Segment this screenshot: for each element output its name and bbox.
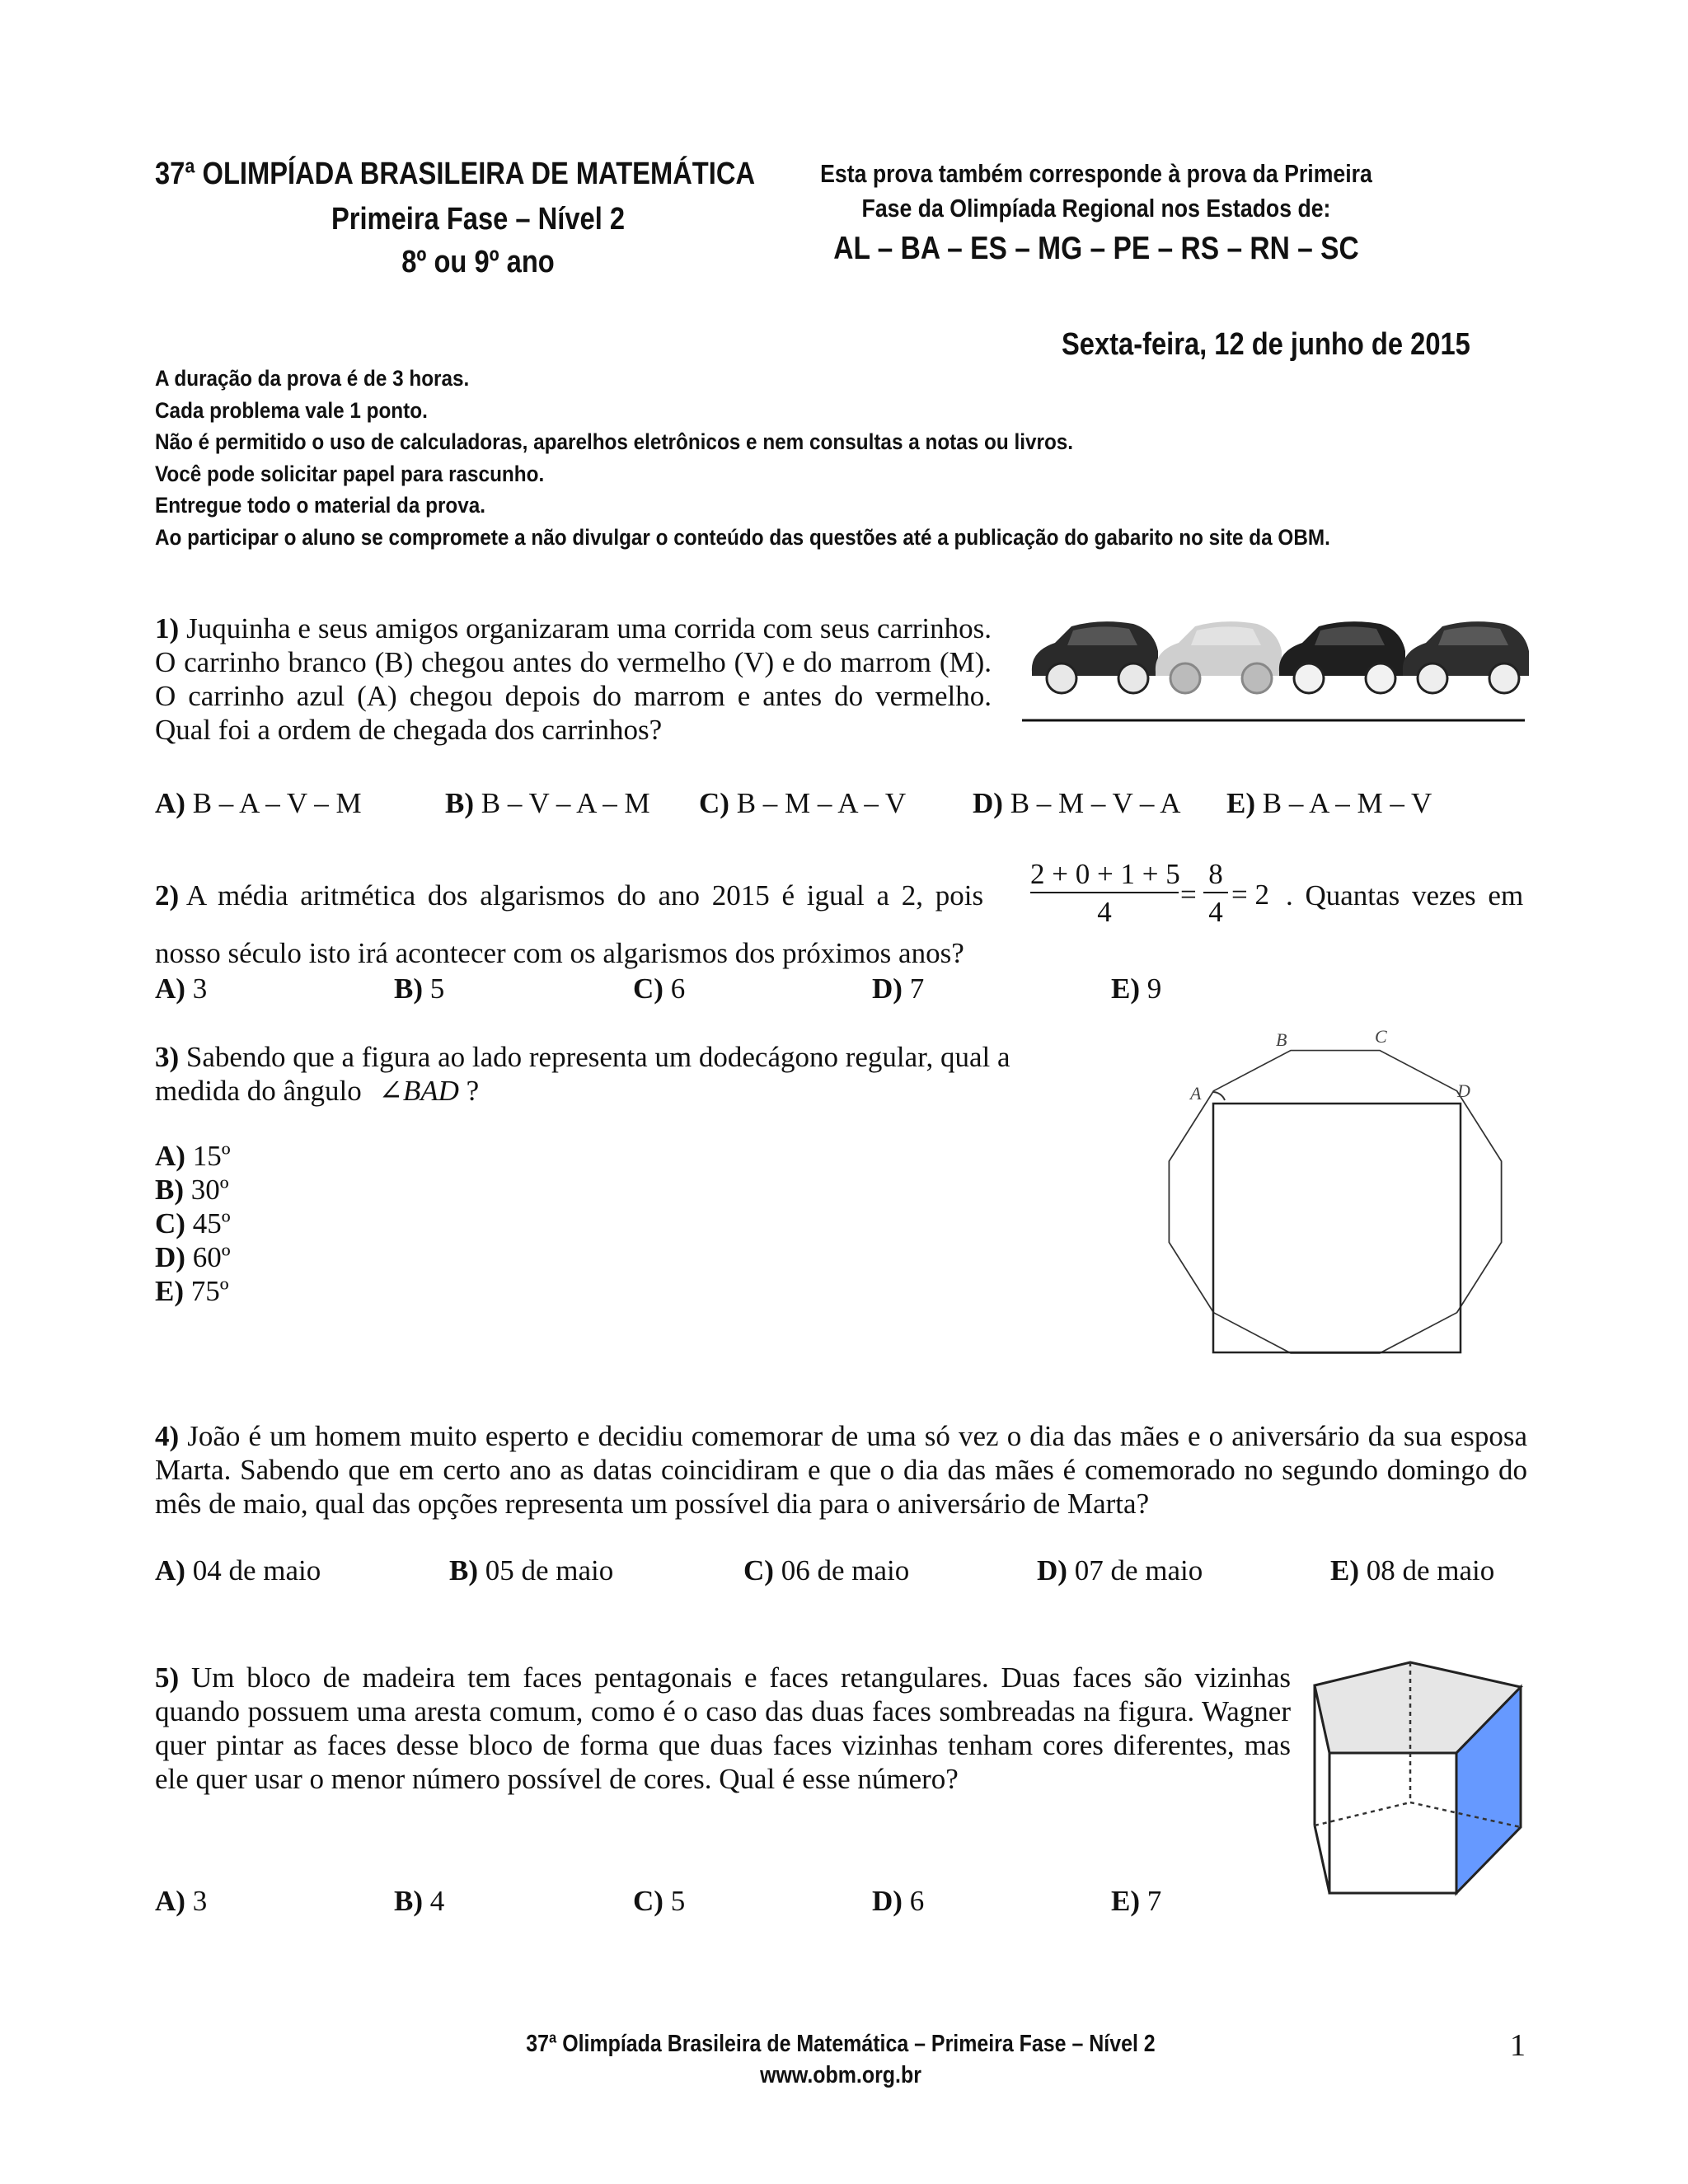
vertex-label-a: A [1190,1083,1202,1104]
car-icon [1279,621,1405,693]
option-e: E) 75º [155,1275,229,1307]
question-number: 3) [155,1041,180,1073]
footer-title: 37ª Olimpíada Brasileira de Matemática – Primeira Fase – Nível 2 [526,2031,1156,2057]
option-c: C) B – M – A – V [699,787,907,819]
car-icon [1032,621,1158,693]
option-b: B) 30º [155,1174,229,1206]
option-d: D) 7 [872,972,925,1005]
option-b: B) 5 [394,972,445,1005]
option-d: D) B – M – V – A [973,787,1181,819]
angle-arc [1213,1092,1225,1100]
question-2-line1 [155,879,1029,912]
dodecagon-figure [1154,1026,1517,1389]
question-text: Um bloco de madeira tem faces pentagonais e faces retangulares. Duas faces são vizinhas quando possuem uma aresta comum, como é o caso das duas faces sombreadas na figura. Wagner quer pintar as faces desse bloco de forma que duas faces vizinhas tenham cores diferentes, mas ele quer usar o menor número possível de cores. Qual é esse número? [155,1661,1292,1795]
regional-note-line2: Fase da Olimpíada Regional nos Estados de: [861,194,1331,223]
exam-grade: 8º ou 9º ano [401,245,555,279]
footer-url: www.obm.org.br [760,2062,921,2088]
question-text: Sabendo que a figura ao lado representa um dodecágono regular, qual a [185,1041,1010,1073]
question-text: João é um homem muito esperto e decidiu comemorar de uma só vez o dia das mães e o aniversário da sua esposa Marta. Sabendo que em certo ano as datas coincidiram e que o dia das mães é comemorado no segundo domingo do mês de maio, qual das opções representa um possível dia para o aniversário de Marta? [155,1420,1527,1520]
option-e: E) 9 [1111,972,1162,1005]
question-text: A média aritmética dos algarismos do ano 2015 é igual a 2, pois [185,879,984,912]
option-c: C) 45º [155,1207,231,1240]
option-b: B) B – V – A – M [445,787,650,819]
car-icon [1156,621,1282,693]
vertex-label-d: D [1457,1080,1470,1101]
question-3: 3) Sabendo que a figura ao lado representa um dodecágono regular, qual a medida do ângulo ∠BAD ? [155,1041,1010,1107]
regional-note-line1: Esta prova também corresponde à prova da Primeira [820,159,1372,188]
equals-two: = 2 [1231,879,1269,911]
option-d: D) 07 de maio [1037,1554,1203,1586]
car-icon [1403,621,1529,693]
front-face [1329,1753,1456,1893]
question-5 [155,1661,1291,1796]
option-b: B) 05 de maio [449,1554,614,1586]
question-number: 5) [155,1661,180,1694]
instruction-line: Você pode solicitar papel para rascunho. [155,461,545,486]
pentagonal-prism-figure [1306,1652,1537,1900]
exam-title: 37ª OLIMPÍADA BRASILEIRA DE MATEMÁTICA [155,157,756,191]
option-e: E) 7 [1111,1885,1162,1917]
option-d: D) 6 [872,1885,925,1917]
option-a: A) 3 [155,972,208,1005]
instruction-line: A duração da prova é de 3 horas. [155,366,470,391]
option-a: A) B – A – V – M [155,787,362,819]
vertex-label-c: C [1375,1026,1387,1047]
option-c: C) 5 [633,1885,686,1917]
regional-states: AL – BA – ES – MG – PE – RS – RN – SC [833,231,1359,266]
q3-options [155,1139,231,1308]
question-4 [155,1419,1527,1521]
angle-symbol: ∠BAD [378,1075,459,1107]
question-number: 4) [155,1420,180,1452]
equals-sign: = [1180,879,1197,911]
toy-cars-image [1022,606,1533,725]
inner-square [1213,1104,1461,1352]
exam-date: Sexta-feira, 12 de junho de 2015 [1062,327,1470,362]
option-a: A) 15º [155,1140,231,1172]
option-a: A) 3 [155,1885,208,1917]
vertex-label-b: B [1276,1029,1287,1050]
option-d: D) 60º [155,1241,231,1273]
instruction-line: Ao participar o aluno se compromete a não divulgar o conteúdo das questões até a publicação do gabarito no site da OBM. [155,524,1330,550]
fraction-sum: $\frac{2 + 0 + 1 + 5}{4}$ [1030,858,1180,928]
question-2-line2: nosso século isto irá acontecer com os algarismos dos próximos anos? [155,937,964,969]
fraction-result: $\frac{8}{4}$ [1203,857,1228,931]
dodecagon [1169,1051,1501,1353]
question-number: 1) [155,612,180,644]
option-c: C) 06 de maio [743,1554,910,1586]
instruction-line: Não é permitido o uso de calculadoras, aparelhos eletrônicos e nem consultas a notas ou livros. [155,429,1074,454]
question-2-text-after: . Quantas vezes em [1286,879,1524,912]
option-b: B) 4 [394,1885,445,1917]
instruction-line: Entregue todo o material da prova. [155,493,486,518]
question-text: Juquinha e seus amigos organizaram uma corrida com seus carrinhos. O carrinho branco (B) chegou antes do vermelho (V) e do marrom (M). O carrinho azul (A) chegou depois do marrom e antes do vermelho. Qual foi a ordem de chegada dos carrinhos? [155,612,992,746]
instruction-line: Cada problema vale 1 ponto. [155,397,428,423]
exam-phase: Primeira Fase – Nível 2 [331,202,626,237]
question-1 [155,612,992,747]
instructions [155,363,1461,553]
option-e: E) 08 de maio [1330,1554,1495,1586]
question-text: medida do ângulo [155,1075,362,1107]
option-c: C) 6 [633,972,686,1005]
option-e: E) B – A – M – V [1226,787,1432,819]
option-a: A) 04 de maio [155,1554,321,1586]
question-number: 2) [155,879,180,912]
page-number: 1 [1510,2028,1526,2063]
